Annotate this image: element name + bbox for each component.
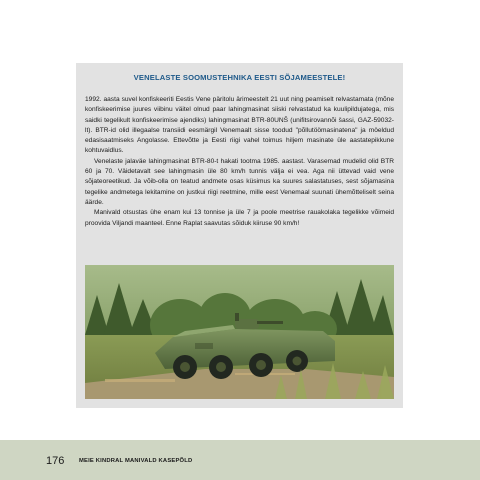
page-footer [0, 440, 480, 480]
sidebar-box [76, 63, 403, 408]
paragraph-1: 1992. aasta suvel konfiskeeriti Eestis Vene päritolu ärimeestelt 21 uut ning peamiselt relvastamata (mõne konfiskeerimise juures viibinu väitel olnud paar lahingmasinat siiski relvastatud ka kuulipildujatega, mis saidki tegelikult konfiskeerimise ajendiks) lahingmasinat BTR-80UNŠ (unifitsirovannõi šassi, GAZ-59032-lt). BTR-id olid illegaalse transiidi eesmärgil Venemaalt sisse toodud "põllutöömasinatena" ja möeldud edasisaatmiseks Angolasse. Ettevõtte ja Eesti riigi vahel toimus hiljem masinate üle aastatepikkune kohtuvaidlus. [85, 96, 394, 155]
btr-80-photo [85, 265, 394, 399]
running-head: MEIE KINDRAL MANIVALD KASEPÕLD [79, 458, 193, 464]
page-number: 176 [46, 455, 65, 467]
box-title: VENELASTE SOOMUSTEHNIKA EESTI SÕJAMEESTELE! [133, 73, 346, 82]
paragraph-2: Venelaste jalaväe lahingmasinat BTR-80-t hakati tootma 1985. aastast. Varasemad mudelid olid BTR 60 ja 70. Väidetavalt see lahingmasin üle 80 km/h tunnis välja ei vea. Aga nii üttevad vaid vene sõjateoreetikud. Ja võib-olla on teatud andmete osas küsimus ka suures salastatuses, sest sõjamasina tegelike andmetega lekitamine on justkui riigi reetmine, mille eest Venemaal suunati ühemõtteliselt seina äärde. [85, 157, 394, 206]
box-body [85, 95, 394, 229]
paragraph-3: Manivald otsustas ühe enam kui 13 tonnise ja üle 7 ja poole meetrise rauakolaka tegelikke võimeid proovida Viljandi maanteel. Enne Raplat saavutas sõiduk kiiruse 90 km/h! [85, 209, 394, 227]
